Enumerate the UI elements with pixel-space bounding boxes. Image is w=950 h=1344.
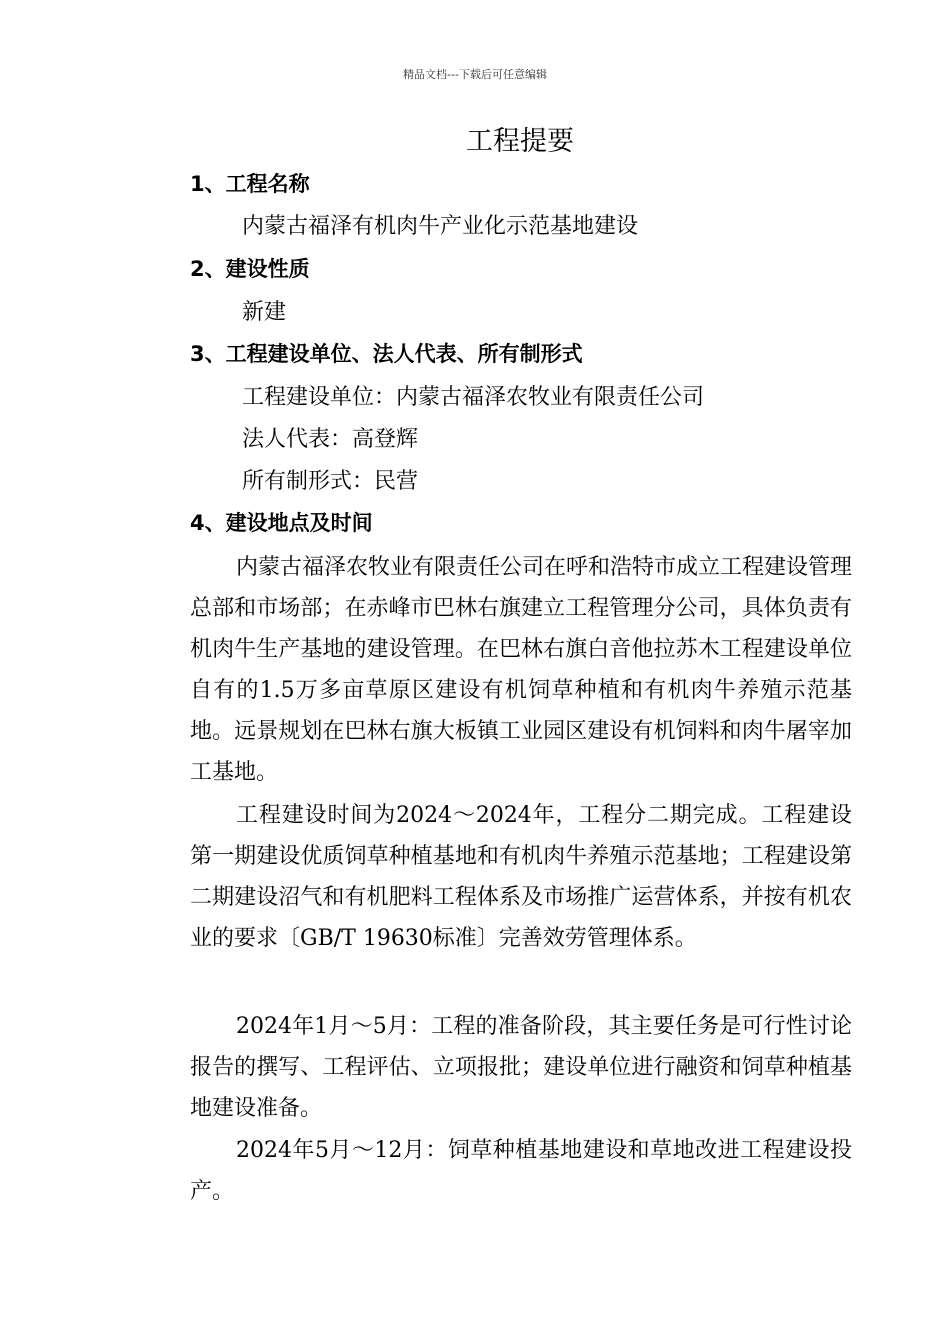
section-heading-construction-nature: 2、建设性质 — [190, 257, 310, 281]
section-heading-location-time: 4、建设地点及时间 — [190, 511, 373, 535]
legal-representative-text: 法人代表：高登辉 — [242, 427, 419, 452]
header-watermark: 精品文档---下载后可任意编辑 — [403, 68, 547, 81]
location-paragraph: 内蒙古福泽农牧业有限责任公司在呼和浩特市成立工程建设管理总部和市场部；在赤峰市巴林右旗建立工程管理分公司，具体负责有机肉牛生产基地的建设管理。在巴林右旗白音他拉苏木工程建设单位自有的1.5万多亩草原区建设有机饲草种植和有机肉牛养殖示范基地。远景规划在巴林右旗大板镇工业园区建设有机饲料和肉牛屠宰加工基地。 — [190, 555, 853, 785]
section-heading-project-name: 1、工程名称 — [190, 172, 310, 196]
construction-unit-text: 工程建设单位：内蒙古福泽农牧业有限责任公司 — [242, 385, 705, 410]
phase-preparation-paragraph: 2024年1月～5月：工程的准备阶段，其主要任务是可行性讨论报告的撰写、工程评估、立项报批；建设单位进行融资和饲草种植基地建设准备。 — [190, 1014, 852, 1121]
schedule-paragraph: 工程建设时间为2024～2024年，工程分二期完成。工程建设第一期建设优质饲草种植基地和有机肉牛养殖示范基地；工程建设第二期建设沼气和有机肥料工程体系及市场推广运营体系，并按有机农业的要求〔GB/T 19630标准〕完善效劳管理体系。 — [190, 803, 852, 951]
project-name-text: 内蒙古福泽有机肉牛产业化示范基地建设 — [242, 214, 639, 239]
document-title: 工程提要 — [466, 126, 574, 157]
section-heading-unit-representative: 3、工程建设单位、法人代表、所有制形式 — [190, 342, 583, 366]
construction-nature-text: 新建 — [242, 300, 287, 325]
ownership-form-text: 所有制形式：民营 — [242, 469, 419, 494]
phase-construction-paragraph: 2024年5月～12月：饲草种植基地建设和草地改进工程建设投产。 — [190, 1138, 852, 1204]
